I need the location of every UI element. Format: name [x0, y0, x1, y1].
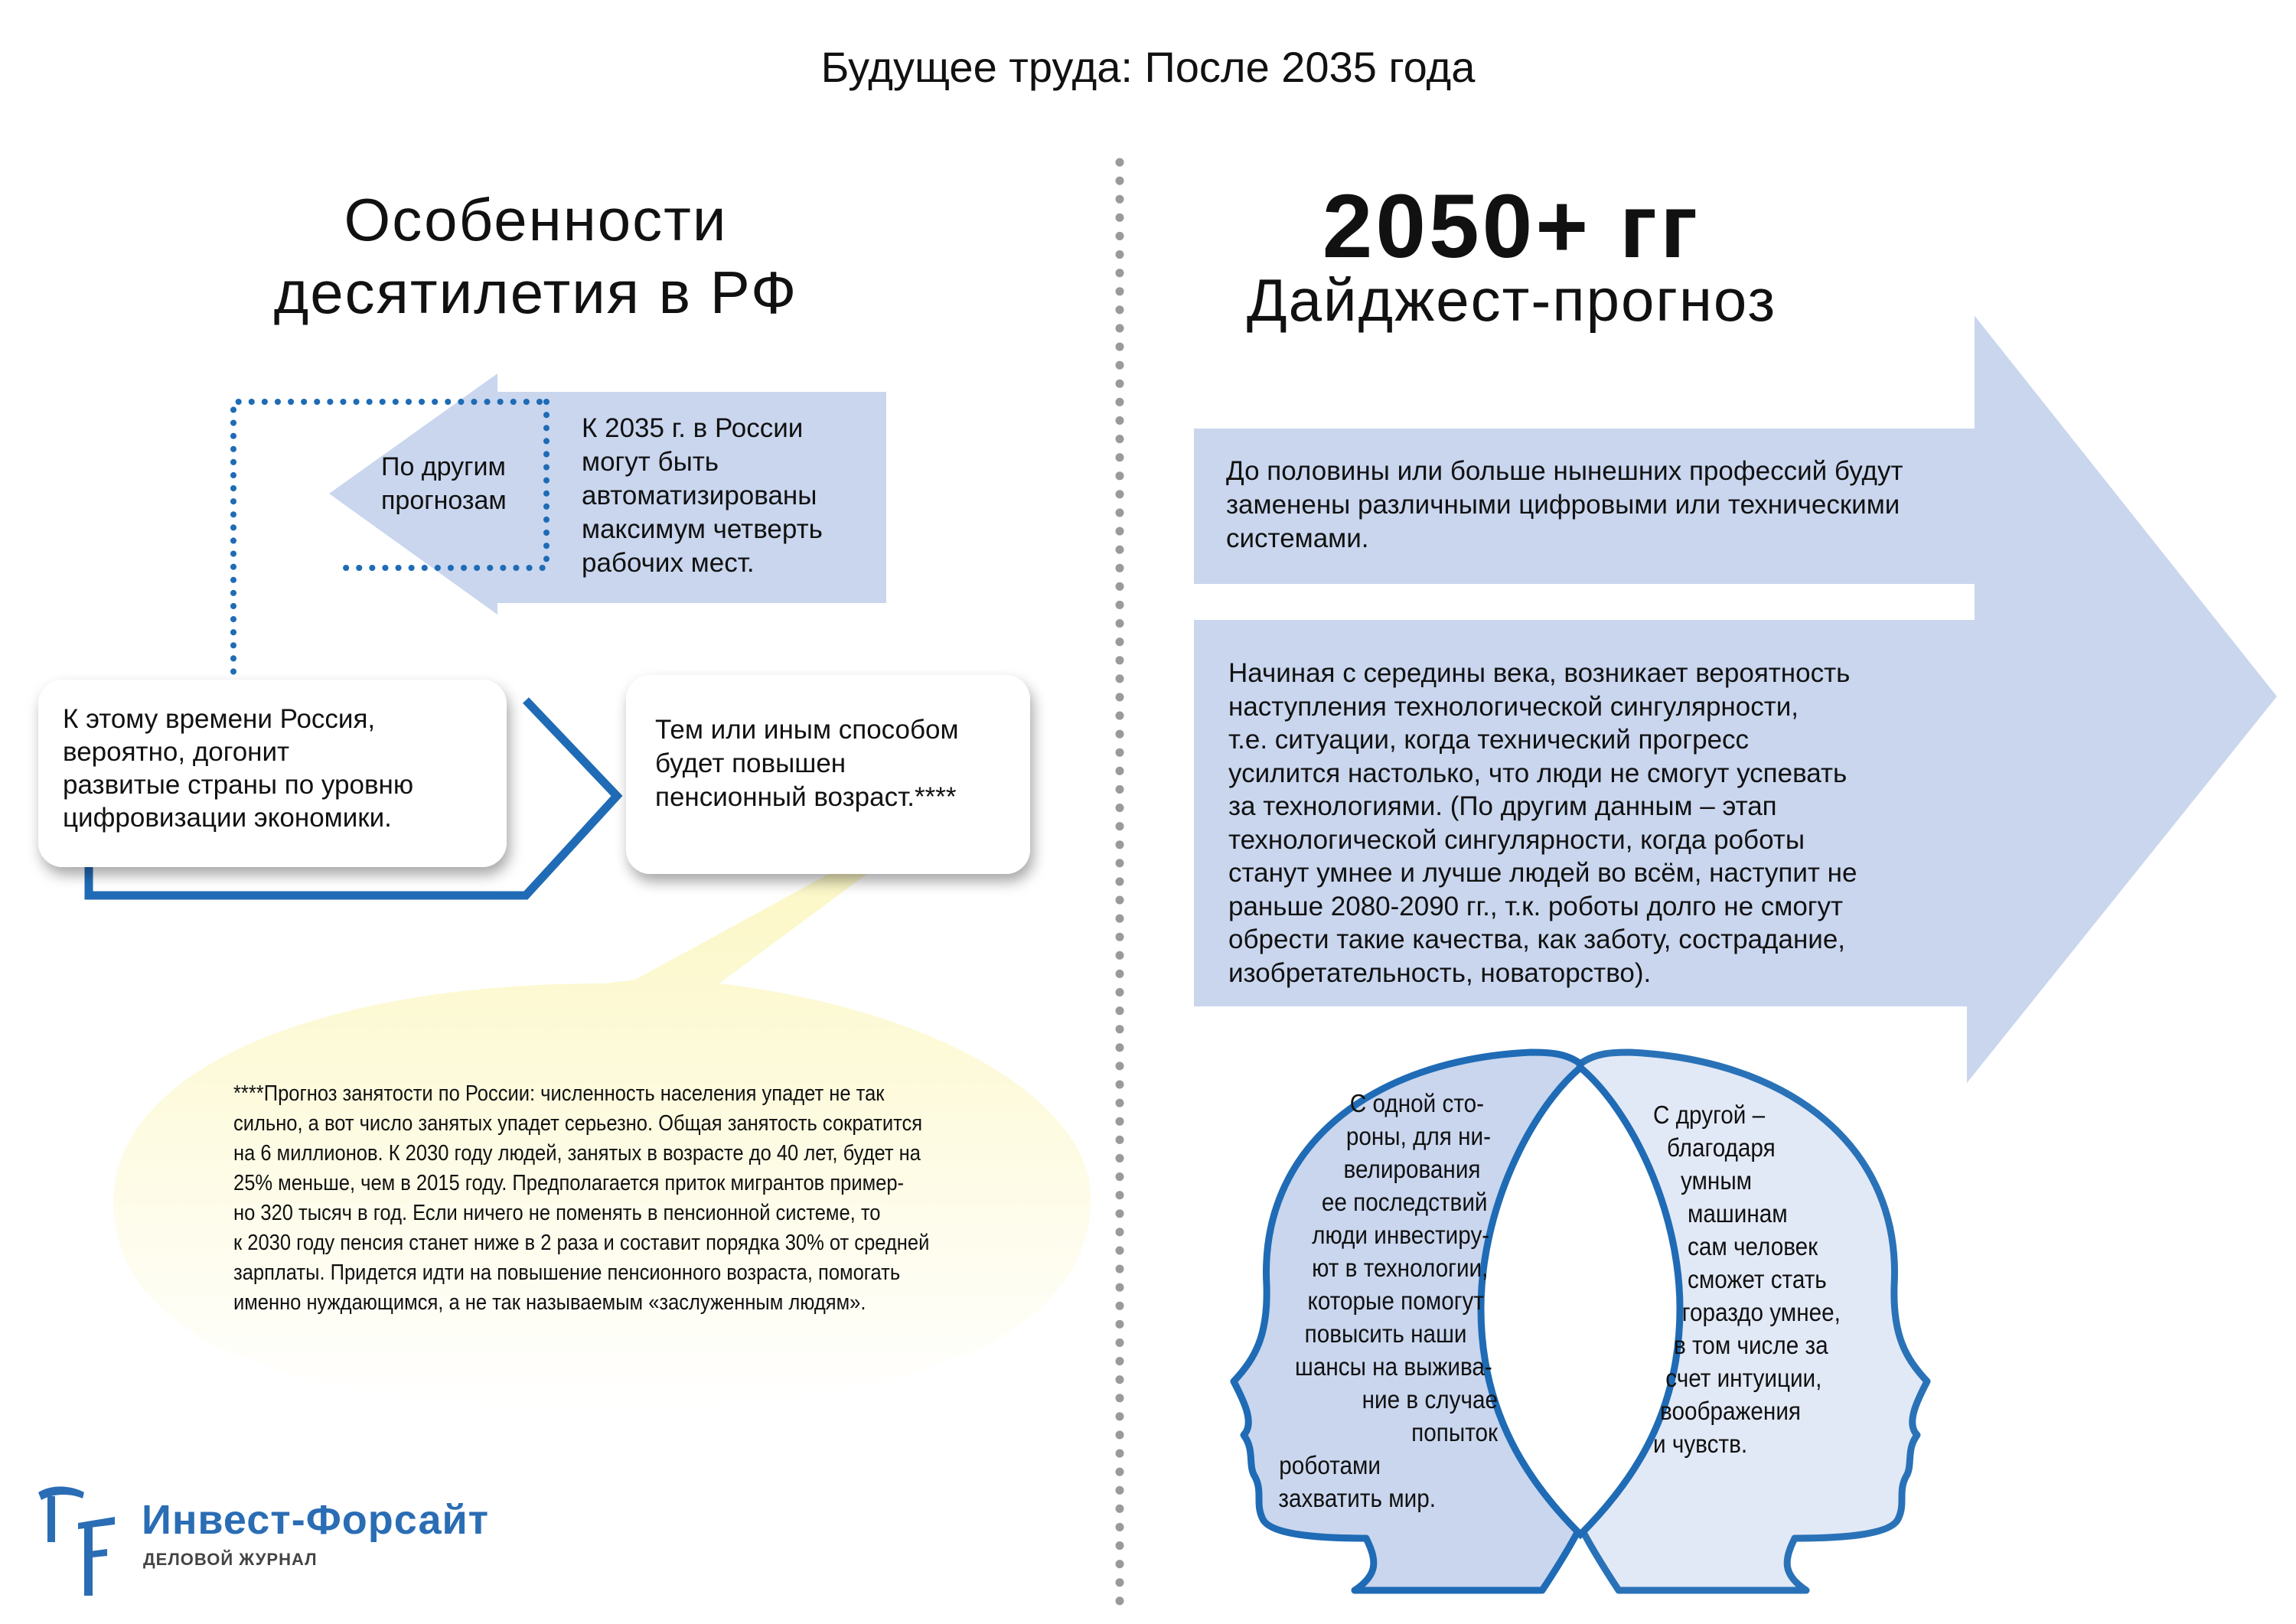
- head-right-line: сам человек: [1688, 1232, 1818, 1260]
- head-right-line: С другой –: [1653, 1101, 1766, 1129]
- footnote-line: к 2030 году пенсия станет ниже в 2 раза и составит порядка 30% от средней: [233, 1231, 930, 1255]
- band-line: обрести такие качества, как заботу, сострадание,: [1228, 925, 1846, 954]
- head-left-line: захватить мир.: [1278, 1484, 1436, 1512]
- head-left-line: шансы на выжива-: [1294, 1352, 1492, 1381]
- arrow-text-line: К 2035 г. в России: [582, 413, 804, 443]
- box-text-line: вероятно, догонит: [63, 737, 290, 767]
- box-text-line: Тем или иным способом: [655, 715, 959, 745]
- footnote-line: ****Прогноз занятости по России: численность населения упадет не так: [233, 1081, 885, 1106]
- box-text-line: цифровизации экономики.: [63, 803, 392, 833]
- box-text-line: будет повышен: [655, 748, 846, 778]
- head-left-line: С одной сто-: [1349, 1089, 1484, 1117]
- footnote-line: сильно, а вот число занятых упадет серьезно. Общая занятость сократится: [233, 1111, 923, 1136]
- head-right-line: воображения: [1660, 1397, 1801, 1425]
- box-text-line: развитые страны по уровню: [63, 770, 414, 800]
- band-line: наступления технологической сингулярности,: [1228, 691, 1799, 722]
- left-heading: [138, 184, 934, 329]
- band-line: за технологиями. (По другим данным – этап: [1228, 791, 1777, 821]
- head-right-text: [1653, 1098, 1860, 1460]
- arrow-text: [582, 412, 823, 580]
- head-left-line: велирования: [1343, 1155, 1481, 1183]
- head-right-line: в том числе за: [1674, 1331, 1828, 1359]
- arrow-text-line: максимум четверть: [582, 514, 823, 544]
- head-left-text: [1270, 1087, 1498, 1515]
- band-separator-middle: [1186, 584, 1975, 620]
- head-left-line: ее последствий: [1321, 1188, 1488, 1216]
- head-right-line: машинам: [1688, 1199, 1788, 1228]
- forecast-year: 2050+ гг: [1322, 176, 1701, 277]
- footnote-text: [233, 1079, 929, 1318]
- box-text-line: К этому времени Россия,: [63, 704, 376, 734]
- left-heading-line2: десятилетия в РФ: [273, 259, 798, 327]
- arrow-label-line: По другим: [381, 452, 506, 481]
- head-right-line: счет интуиции,: [1665, 1364, 1822, 1392]
- arrow-text-line: рабочих мест.: [582, 548, 755, 578]
- forecast-subtitle: Дайджест-прогноз: [1246, 266, 1777, 334]
- band-singularity-text: [1228, 657, 1857, 990]
- head-left-line: которые помогут: [1307, 1286, 1484, 1315]
- head-left-line: повысить наши: [1304, 1319, 1467, 1348]
- band-professions-text: [1226, 455, 1903, 556]
- box-text-line: пенсионный возраст.****: [655, 782, 957, 812]
- logo-mark-icon: [38, 1486, 115, 1596]
- logo-name: Инвест-Форсайт: [142, 1497, 490, 1543]
- band-line: системами.: [1226, 523, 1369, 553]
- band-line: Начиная с середины века, возникает вероятность: [1228, 658, 1851, 688]
- band-line: изобретательность, новаторство).: [1228, 957, 1652, 988]
- footnote-line: 25% меньше, чем в 2015 году. Предполагается приток мигрантов пример-: [233, 1171, 905, 1195]
- page-title: Будущее труда: После 2035 года: [820, 43, 1476, 91]
- arrow-text-line: могут быть: [582, 447, 719, 477]
- band-line: заменены различными цифровыми или техническими: [1226, 490, 1900, 520]
- head-left-line: роны, для ни-: [1345, 1122, 1491, 1150]
- head-left-line: ние в случае попыток: [1362, 1385, 1498, 1446]
- box-pension-text: [655, 713, 959, 814]
- logo-subtitle: ДЕЛОВОЙ ЖУРНАЛ: [143, 1550, 318, 1569]
- left-heading-line1: Особенности: [344, 186, 728, 253]
- band-line: усилится настолько, что люди не смогут успевать: [1228, 758, 1848, 788]
- head-left-line: ют в технологии,: [1312, 1254, 1489, 1282]
- head-right-line: благодаря: [1667, 1133, 1776, 1162]
- head-right-line: сможет стать: [1688, 1265, 1827, 1293]
- footnote-line: именно нуждающимся, а не так называемым «заслуженным людям».: [233, 1290, 866, 1315]
- footnote-line: но 320 тысяч в год. Если ничего не поменять в пенсионной системе, то: [233, 1201, 881, 1225]
- band-line: раньше 2080-2090 гг., т.к. роботы долго не смогут: [1228, 891, 1844, 921]
- footnote-line: на 6 миллионов. К 2030 году людей, занятых в возрасте до 40 лет, будет на: [233, 1141, 921, 1166]
- arrow-text-line: автоматизированы: [582, 481, 817, 510]
- band-line: станут умнее и лучше людей во всём, наступит не: [1228, 858, 1857, 888]
- footnote-line: зарплаты. Придется идти на повышение пенсионного возраста, помогать: [233, 1260, 901, 1285]
- arrow-label-line: прогнозам: [381, 486, 507, 515]
- box-digitalization-text: [63, 703, 413, 834]
- band-line: технологической сингулярности, когда роботы: [1228, 824, 1805, 855]
- arrow-label: [381, 450, 507, 517]
- head-right-line: гораздо умнее,: [1681, 1298, 1841, 1326]
- head-left-line: люди инвестиру-: [1312, 1221, 1490, 1249]
- head-right-line: умным: [1681, 1166, 1753, 1195]
- head-left-line: роботами: [1279, 1451, 1381, 1479]
- head-right-line: и чувств.: [1653, 1430, 1748, 1458]
- band-line: т.е. ситуации, когда технический прогресс: [1228, 725, 1750, 755]
- band-line: До половины или больше нынешних профессий будут: [1226, 456, 1903, 486]
